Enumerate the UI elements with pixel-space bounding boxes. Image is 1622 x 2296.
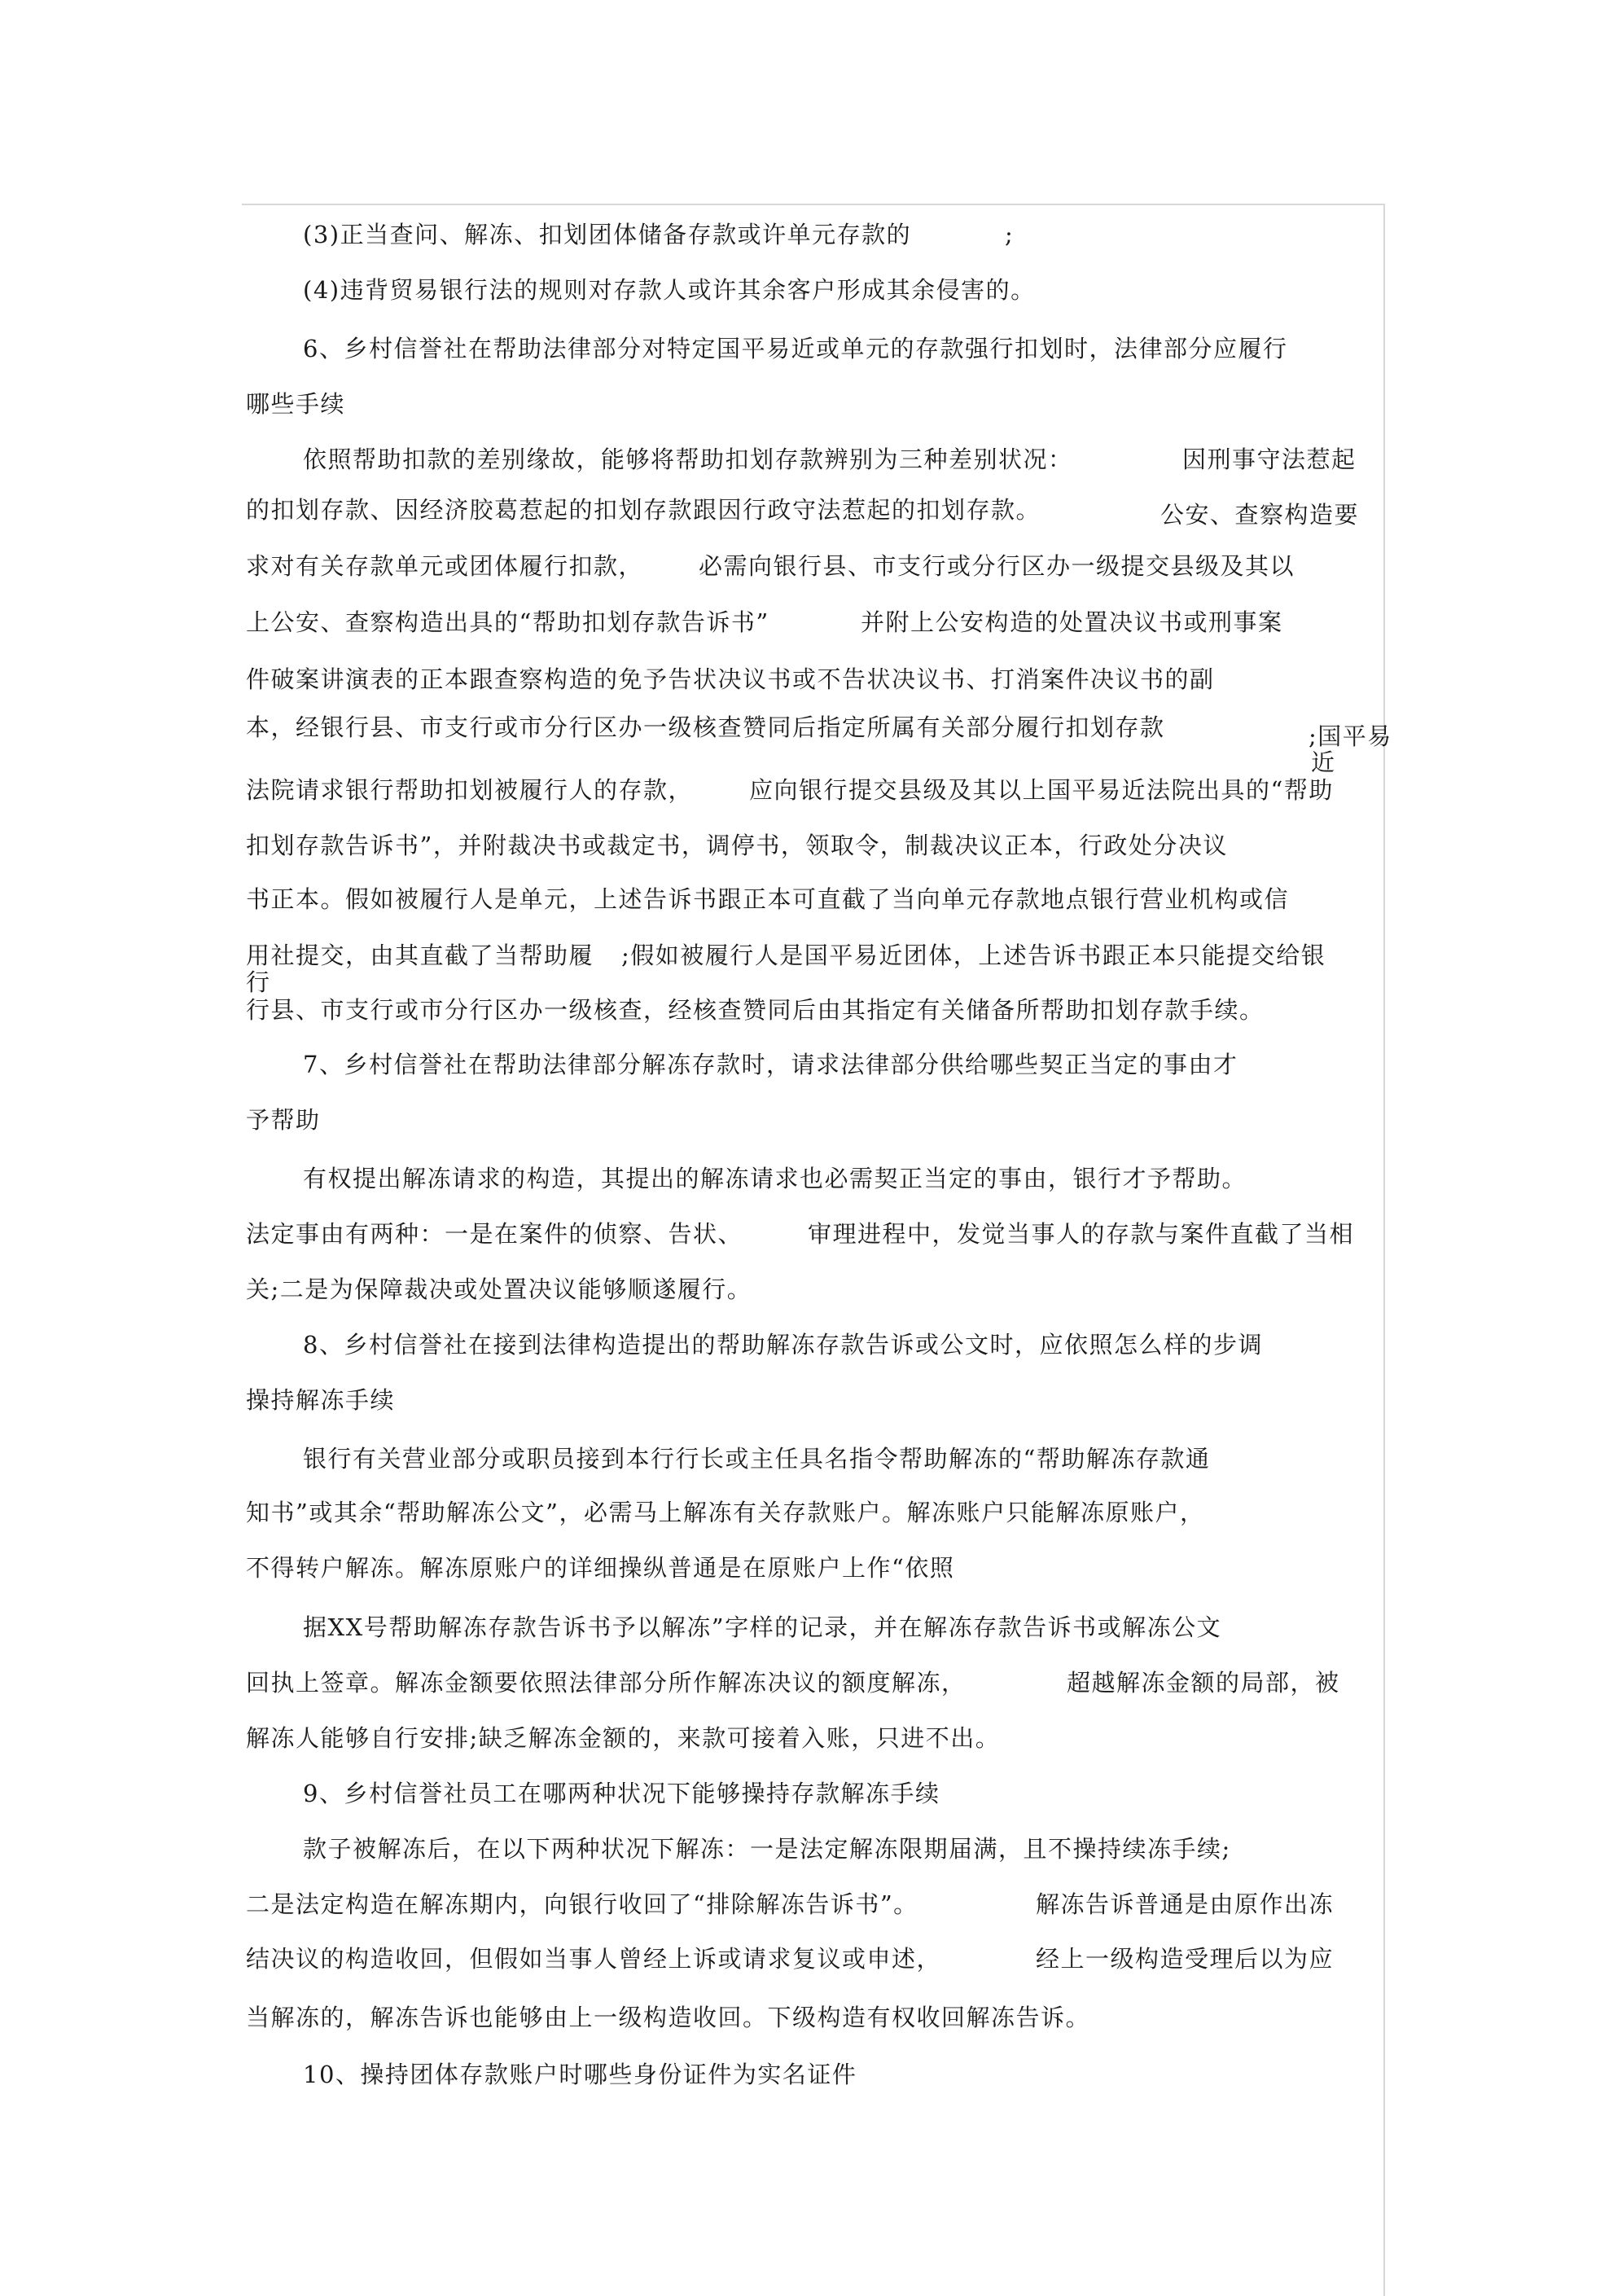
text-line: 行县、市支行或市分行区办一级核查，经核查赞同后由其指定有关储备所帮助扣划存款手续。 bbox=[246, 996, 1265, 1024]
text-line: (3)正当查问、解冻、扣划团体储备存款或许单元存款的 bbox=[303, 221, 912, 248]
text-line: ; bbox=[1005, 221, 1015, 248]
text-line: 法定事由有两种：一是在案件的侦察、告状、 bbox=[246, 1220, 743, 1248]
text-line: 公安、查察构造要 bbox=[1160, 501, 1360, 529]
text-line: 款子被解冻后，在以下两种状况下解冻：一是法定解冻限期届满，且不操持续冻手续; bbox=[303, 1835, 1231, 1863]
text-line: 近 bbox=[1311, 749, 1336, 776]
text-line: 超越解冻金额的局部，被 bbox=[1067, 1669, 1340, 1697]
text-line: 结决议的构造收回，但假如当事人曾经上诉或请求复议或申述， bbox=[246, 1945, 942, 1973]
text-line: 依照帮助扣款的差别缘故，能够将帮助扣划存款辨别为三种差别状况： bbox=[303, 446, 1073, 473]
section-heading: 予帮助 bbox=[246, 1106, 321, 1134]
text-line: 银行有关营业部分或职员接到本行行长或主任具名指令帮助解冻的“帮助解冻存款通 bbox=[303, 1445, 1211, 1473]
section-heading: 哪些手续 bbox=[246, 390, 346, 418]
text-line: 当解冻的，解冻告诉也能够由上一级构造收回。下级构造有权收回解冻告诉。 bbox=[246, 2004, 1091, 2031]
text-line: 上公安、查察构造出具的“帮助扣划存款告诉书” bbox=[246, 608, 769, 636]
text-line: 审理进程中，发觉当事人的存款与案件直截了当相 bbox=[808, 1220, 1355, 1248]
text-line: 据XX号帮助解冻存款告诉书予以解冻”字样的记录，并在解冻存款告诉书或解冻公文 bbox=[303, 1613, 1222, 1641]
text-line: 用社提交，由其直截了当帮助履 bbox=[246, 942, 594, 969]
text-line: 本，经银行县、市支行或市分行区办一级核查赞同后指定所属有关部分履行扣划存款 bbox=[246, 713, 1165, 741]
text-line: 法院请求银行帮助扣划被履行人的存款， bbox=[246, 776, 694, 804]
section-heading: 8、乡村信誉社在接到法律构造提出的帮助解冻存款告诉或公文时，应依照怎么样的步调 bbox=[303, 1331, 1263, 1359]
text-line: 并附上公安构造的处置决议书或刑事案 bbox=[861, 608, 1283, 636]
text-line: 应向银行提交县级及其以上国平易近法院出具的“帮助 bbox=[749, 776, 1334, 804]
text-line: 二是法定构造在解冻期内，向银行收回了“排除解冻告诉书”。 bbox=[246, 1890, 918, 1918]
text-line: 的扣划存款、因经济胶葛惹起的扣划存款跟因行政守法惹起的扣划存款。 bbox=[246, 496, 1041, 524]
text-line: 解冻告诉普通是由原作出冻 bbox=[1036, 1890, 1335, 1918]
text-line: 关;二是为保障裁决或处置决议能够顺遂履行。 bbox=[246, 1275, 752, 1303]
text-line: 求对有关存款单元或团体履行扣款， bbox=[246, 552, 644, 580]
section-heading: 6、乡村信誉社在帮助法律部分对特定国平易近或单元的存款强行扣划时，法律部分应履行 bbox=[303, 335, 1288, 362]
text-line: (4)违背贸易银行法的规则对存款人或许其余客户形成其余侵害的。 bbox=[303, 276, 1036, 304]
text-line: 必需向银行县、市支行或分行区办一级提交县级及其以 bbox=[699, 552, 1295, 580]
section-heading: 9、乡村信誉社员工在哪两种状况下能够操持存款解冻手续 bbox=[303, 1780, 940, 1807]
text-line: 行 bbox=[246, 968, 271, 996]
text-line: 扣划存款告诉书”，并附裁决书或裁定书，调停书，领取令，制裁决议正本，行政处分决议 bbox=[246, 832, 1228, 859]
text-line: 回执上签章。解冻金额要依照法律部分所作解冻决议的额度解冻， bbox=[246, 1669, 967, 1697]
section-heading: 操持解冻手续 bbox=[246, 1386, 396, 1414]
text-line: ;国平易 bbox=[1309, 722, 1392, 750]
text-line: 因刑事守法惹起 bbox=[1182, 446, 1357, 473]
text-line: 有权提出解冻请求的构造，其提出的解冻请求也必需契正当定的事由，银行才予帮助。 bbox=[303, 1165, 1247, 1192]
section-heading: 7、乡村信誉社在帮助法律部分解冻存款时，请求法律部分供给哪些契正当定的事由才 bbox=[303, 1051, 1238, 1078]
text-line: 经上一级构造受理后以为应 bbox=[1036, 1945, 1335, 1973]
section-heading: 10、操持团体存款账户时哪些身份证件为实名证件 bbox=[303, 2061, 857, 2088]
text-line: 不得转户解冻。解冻原账户的详细操纵普通是在原账户上作“依照 bbox=[246, 1554, 955, 1582]
text-line: 件破案讲演表的正本跟查察构造的免予告状决议书或不告状决议书、打消案件决议书的副 bbox=[246, 665, 1215, 693]
text-line: ;假如被履行人是国平易近团体，上述告诉书跟正本只能提交给银 bbox=[621, 942, 1326, 969]
text-line: 书正本。假如被履行人是单元，上述告诉书跟正本可直截了当向单元存款地点银行营业机构或信 bbox=[246, 885, 1290, 913]
text-line: 解冻人能够自行安排;缺乏解冻金额的，来款可接着入账，只进不出。 bbox=[246, 1724, 1001, 1752]
text-line: 知书”或其余“帮助解冻公文”，必需马上解冻有关存款账户。解冻账户只能解冻原账户， bbox=[246, 1499, 1205, 1526]
